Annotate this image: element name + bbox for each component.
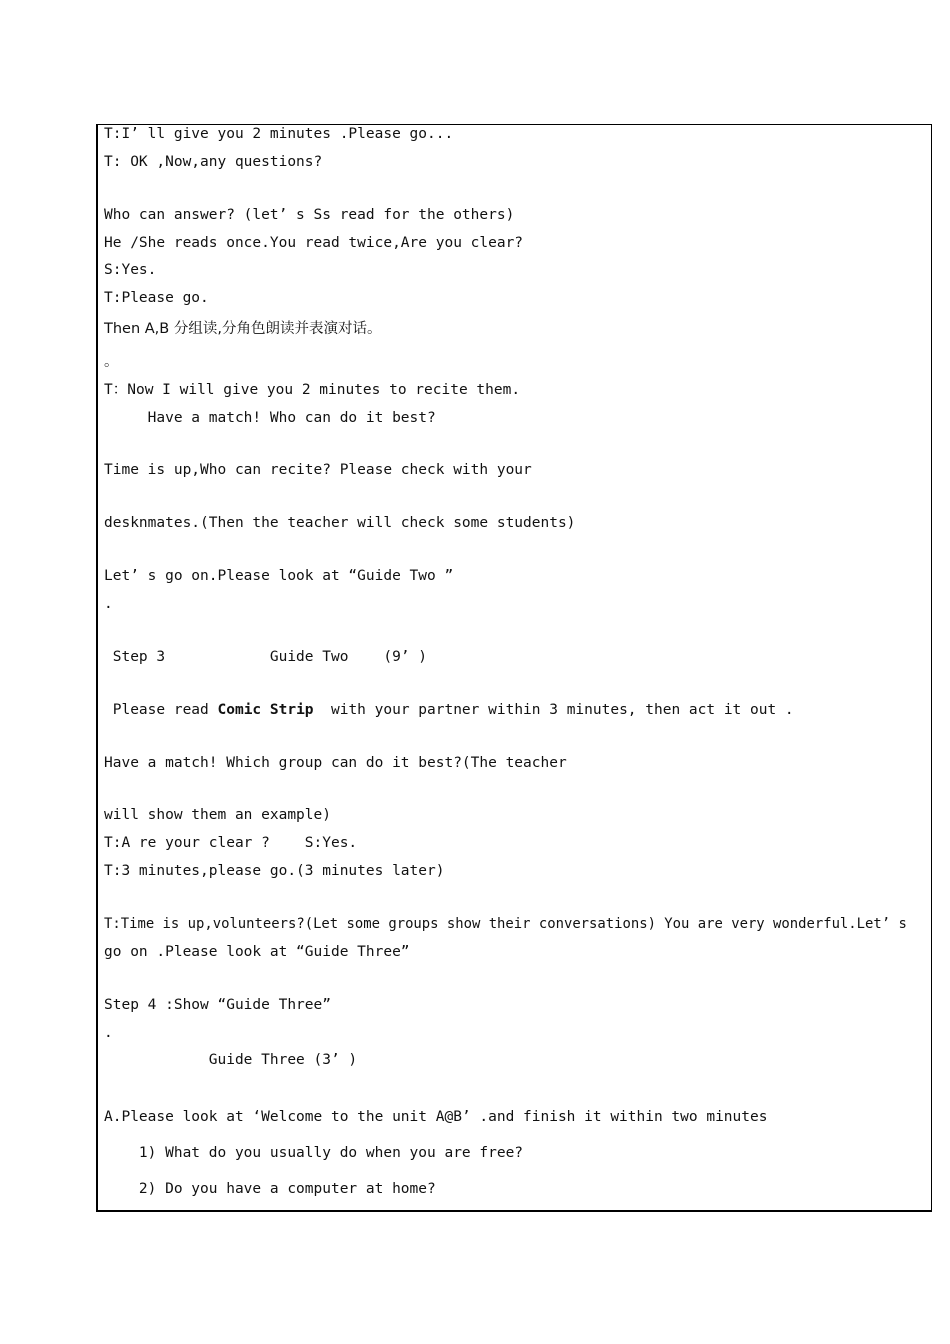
step-heading: Step 3 Guide Two (9’ ) (104, 649, 428, 665)
table-cell-border (96, 124, 932, 1212)
text-line: Let’ s go on.Please look at “Guide Two ” (104, 568, 454, 584)
text-line: A.Please look at ‘Welcome to the unit A@B’ .and finish it within two minutes (104, 1109, 768, 1125)
text-line: go on .Please look at “Guide Three” (104, 944, 410, 960)
list-item: 2) Do you have a computer at home? (104, 1181, 436, 1197)
text-line: desknmates.(Then the teacher will check some students) (104, 515, 576, 531)
text-line: Then A,B 分组读,分角色朗读并表演对话。 (104, 321, 382, 337)
text-line: Who can answer? (let’ s Ss read for the others) (104, 207, 515, 223)
text-line: He /She reads once.You read twice,Are you clear? (104, 235, 524, 251)
text-line: Time is up,Who can recite? Please check with your (104, 462, 532, 478)
text-line (104, 701, 794, 719)
text-segment: with your partner within 3 minutes, then act it out . (313, 702, 794, 718)
text-line: T: OK ,Now,any questions? (104, 154, 323, 170)
list-item: 1) What do you usually do when you are free? (104, 1145, 524, 1161)
text-line: . (104, 596, 113, 612)
text-line: S:Yes. (104, 262, 157, 278)
text-line: T:Time is up,volunteers?(Let some groups show their conversations) You are very wonderful.Let’ s (104, 916, 907, 932)
text-line: will show them an example) (104, 807, 331, 823)
text-line: . (104, 1025, 113, 1041)
text-line: 。 (104, 354, 119, 370)
text-line: T:I’ ll give you 2 minutes .Please go... (104, 126, 454, 142)
text-line: T:A re your clear ? S:Yes. (104, 835, 358, 851)
text-line: Have a match! Who can do it best? (104, 410, 436, 426)
step-heading: Step 4 :Show “Guide Three” (104, 997, 331, 1013)
comic-strip-label: Comic Strip (217, 702, 314, 718)
text-line: T:Please go. (104, 290, 209, 306)
text-segment: Please read (104, 702, 218, 718)
text-line: T：Now I will give you 2 minutes to recite them. (104, 382, 521, 398)
text-line: Have a match! Which group can do it best?(The teacher (104, 755, 567, 771)
text-line: T:3 minutes,please go.(3 minutes later) (104, 863, 445, 879)
text-line: Guide Three (3’ ) (104, 1052, 358, 1068)
